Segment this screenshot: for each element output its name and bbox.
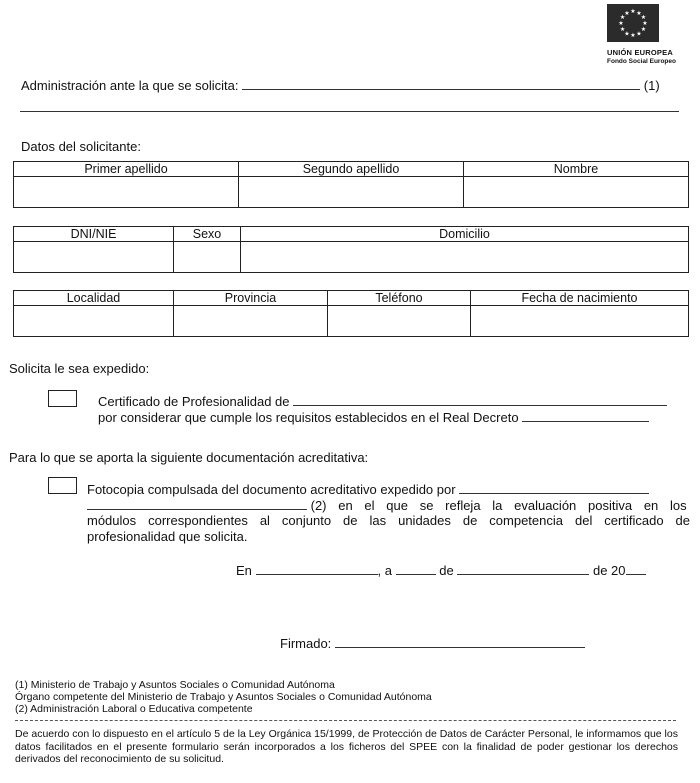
signature-field[interactable] (335, 636, 585, 648)
dashed-separator (15, 720, 676, 721)
header-segundo-apellido: Segundo apellido (239, 162, 464, 177)
photocopy-checkbox[interactable] (48, 477, 77, 494)
applicant-heading: Datos del solicitante: (21, 139, 141, 154)
docs-line-3: módulos correspondientes al conjunto de las unidades de competencia del certificado de (87, 513, 690, 528)
certificate-checkbox[interactable] (48, 390, 77, 407)
star-icon: ★ (636, 9, 642, 17)
header-provincia: Provincia (174, 291, 328, 306)
place-de-2: de 20 (592, 563, 626, 578)
star-icon: ★ (640, 14, 647, 22)
legal-notice: De acuerdo con lo dispuesto en el artículo 5 de la Ley Orgánica 15/1999, de Protección de Datos de Carácter Personal, le informamos que los datos facilitados en el presente formulario serán incorporados a los ficheros del SPEE con la finalidad de poder gestionar los derechos derivados del reconocimiento de su solicitud. (15, 728, 678, 765)
year-field[interactable] (626, 563, 646, 575)
star-icon: ★ (619, 26, 626, 34)
certificate-reason-row (98, 410, 649, 425)
admin-field[interactable] (242, 78, 640, 90)
segundo-apellido-field[interactable] (239, 177, 464, 208)
header-domicilio: Domicilio (241, 227, 689, 242)
docs-line-4: profesionalidad que solicita. (87, 529, 248, 544)
separator-line (20, 111, 679, 112)
header-localidad: Localidad (14, 291, 174, 306)
star-icon: ★ (619, 14, 626, 22)
star-icon: ★ (624, 30, 630, 38)
footnote-1b: Órgano competente del Ministerio de Trabajo y Asuntos Sociales o Comunidad Autónoma (15, 691, 432, 703)
provincia-field[interactable] (174, 306, 328, 337)
certificate-label: Certificado de Profesionalidad de (98, 394, 290, 409)
day-field[interactable] (396, 563, 436, 575)
docs-heading: Para lo que se aporta la siguiente documentación acreditativa: (9, 450, 369, 465)
star-icon: ★ (618, 20, 624, 28)
id-table (13, 226, 689, 273)
logo-line-2: Fondo Social Europeo (607, 58, 676, 65)
certificate-name-field[interactable] (293, 394, 667, 406)
issuer-field-continued[interactable] (87, 498, 307, 510)
header-telefono: Teléfono (328, 291, 471, 306)
header-sexo: Sexo (174, 227, 241, 242)
footnote-2: (2) Administración Laboral o Educativa competente (15, 703, 253, 715)
admin-label: Administración ante la que se solicita: (21, 78, 239, 93)
docs-line-2-text: (2) en el que se refleja la evaluación positiva en los (310, 498, 687, 513)
star-icon: ★ (624, 9, 630, 17)
certificate-row (98, 394, 667, 409)
telefono-field[interactable] (328, 306, 471, 337)
eu-logo (607, 4, 692, 65)
docs-line-2 (87, 498, 690, 513)
header-dni: DNI/NIE (14, 227, 174, 242)
logo-line-1: UNIÓN EUROPEA (607, 48, 673, 57)
place-en: En (236, 563, 252, 578)
real-decreto-field[interactable] (522, 410, 649, 422)
certificate-reason: por considerar que cumple los requisitos establecidos en el Real Decreto (98, 410, 519, 425)
header-nombre: Nombre (464, 162, 689, 177)
sexo-field[interactable] (174, 242, 241, 273)
place-date-row (236, 563, 646, 578)
localidad-field[interactable] (14, 306, 174, 337)
docs-line-1 (87, 482, 649, 497)
month-field[interactable] (457, 563, 589, 575)
location-table (13, 290, 689, 337)
names-table (13, 161, 689, 208)
star-icon: ★ (630, 8, 636, 16)
header-primer-apellido: Primer apellido (14, 162, 239, 177)
docs-line-1-text: Fotocopia compulsada del documento acreditativo expedido por (87, 482, 456, 497)
footnote-1: (1) Ministerio de Trabajo y Asuntos Sociales o Comunidad Autónoma (15, 679, 335, 691)
admin-note: (1) (643, 78, 660, 93)
domicilio-field[interactable] (241, 242, 689, 273)
star-icon: ★ (636, 30, 642, 38)
signature-label: Firmado: (280, 636, 332, 651)
header-fecha-nacimiento: Fecha de nacimiento (471, 291, 689, 306)
nombre-field[interactable] (464, 177, 689, 208)
place-a: , a (377, 563, 392, 578)
fecha-nacimiento-field[interactable] (471, 306, 689, 337)
star-icon: ★ (630, 32, 636, 40)
signature-row (280, 636, 585, 651)
place-de-1: de (439, 563, 454, 578)
eu-flag-icon (607, 4, 659, 42)
request-heading: Solicita le sea expedido: (9, 361, 150, 376)
star-icon: ★ (640, 26, 647, 34)
dni-field[interactable] (14, 242, 174, 273)
place-field[interactable] (256, 563, 378, 575)
primer-apellido-field[interactable] (14, 177, 239, 208)
issuer-field[interactable] (459, 482, 649, 494)
star-icon: ★ (642, 20, 648, 28)
admin-row (21, 78, 660, 93)
